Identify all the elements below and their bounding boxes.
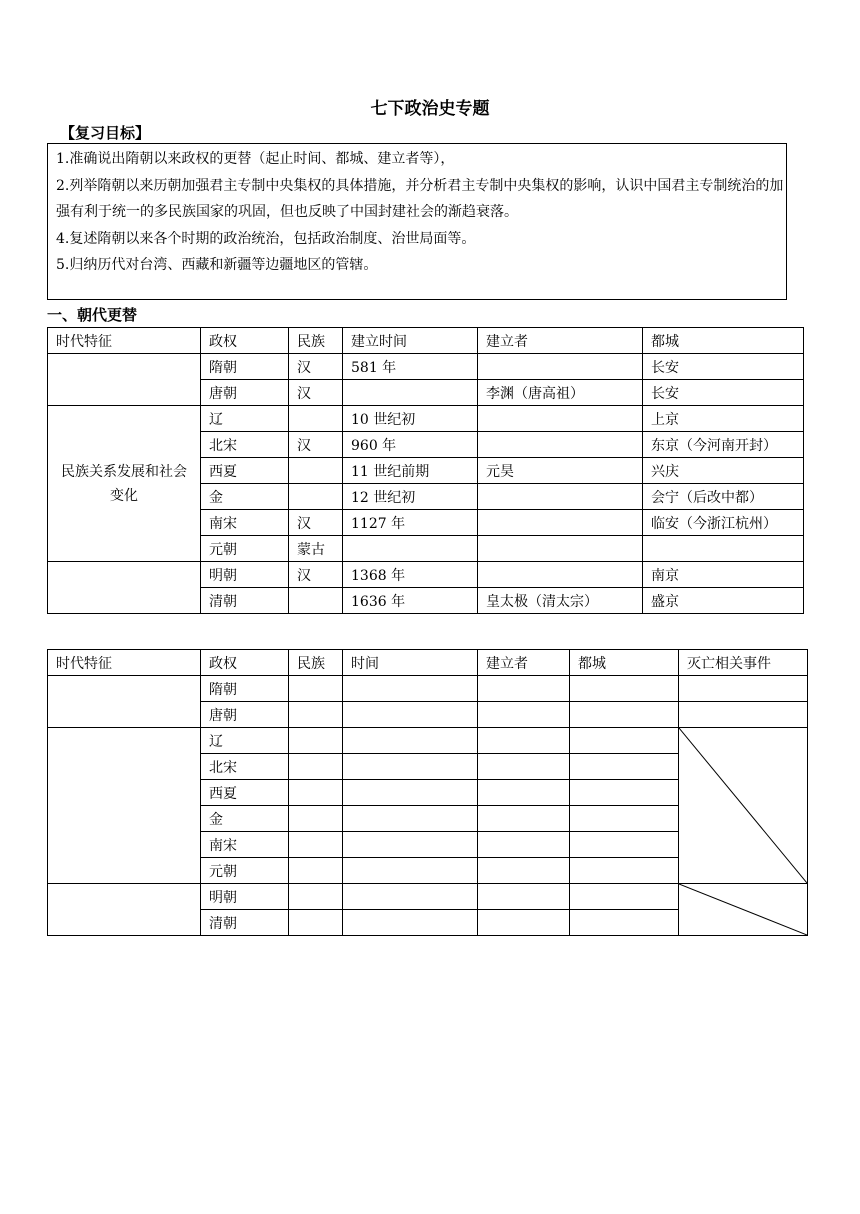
blank-cell xyxy=(570,702,679,728)
ethnic-cell: 汉 xyxy=(289,354,343,380)
capital-cell: 长安 xyxy=(643,354,804,380)
blank-cell xyxy=(570,910,679,936)
regime-cell: 元朝 xyxy=(201,536,289,562)
ethnic-cell: 汉 xyxy=(289,510,343,536)
header-cell: 都城 xyxy=(643,328,804,354)
capital-cell: 上京 xyxy=(643,406,804,432)
era-cell xyxy=(48,354,201,406)
regime-cell: 北宋 xyxy=(201,432,289,458)
header-cell: 民族 xyxy=(289,328,343,354)
blank-cell xyxy=(478,676,570,702)
blank-cell xyxy=(478,832,570,858)
time-cell: 10 世纪初 xyxy=(343,406,478,432)
table-row xyxy=(48,676,808,702)
regime-cell: 清朝 xyxy=(201,588,289,614)
blank-cell xyxy=(289,858,343,884)
goal-item: 2.列举隋朝以来历朝加强君主专制中央集权的具体措施，并分析君主专制中央集权的影响，认识中国君主专制统治的加强有利于统一的多民族国家的巩固，但也反映了中国封建社会的渐趋衰落。 xyxy=(56,177,784,220)
era-cell xyxy=(48,562,201,614)
founder-cell: 皇太极（清太宗） xyxy=(478,588,643,614)
ethnic-cell xyxy=(289,588,343,614)
blank-cell xyxy=(343,832,478,858)
blank-cell xyxy=(570,780,679,806)
era-cell xyxy=(48,728,201,884)
blank-cell xyxy=(478,806,570,832)
ethnic-cell xyxy=(289,484,343,510)
time-cell: 11 世纪前期 xyxy=(343,458,478,484)
blank-cell xyxy=(478,858,570,884)
capital-cell: 盛京 xyxy=(643,588,804,614)
blank-cell xyxy=(289,884,343,910)
time-cell: 12 世纪初 xyxy=(343,484,478,510)
regime-cell: 南宋 xyxy=(201,832,289,858)
regime-cell: 金 xyxy=(201,806,289,832)
regime-cell: 唐朝 xyxy=(201,380,289,406)
header-cell: 时间 xyxy=(343,650,478,676)
diagonal-slash-cell xyxy=(679,728,808,884)
blank-cell xyxy=(478,728,570,754)
blank-cell xyxy=(343,728,478,754)
time-cell: 581 年 xyxy=(343,354,478,380)
table-row xyxy=(48,354,804,380)
regime-cell: 明朝 xyxy=(201,562,289,588)
table-row xyxy=(48,406,804,432)
regime-cell: 隋朝 xyxy=(201,676,289,702)
blank-cell xyxy=(478,910,570,936)
diagonal-line xyxy=(679,728,807,883)
blank-cell xyxy=(570,832,679,858)
regime-cell: 隋朝 xyxy=(201,354,289,380)
regime-cell: 北宋 xyxy=(201,754,289,780)
time-cell: 1127 年 xyxy=(343,510,478,536)
blank-cell xyxy=(570,806,679,832)
blank-cell xyxy=(570,754,679,780)
goals-heading: 【复习目标】 xyxy=(60,124,151,142)
blank-cell xyxy=(478,754,570,780)
goals-box xyxy=(47,143,787,300)
founder-cell xyxy=(478,536,643,562)
ethnic-cell: 蒙古 xyxy=(289,536,343,562)
table-header-row xyxy=(48,650,808,676)
capital-cell: 会宁（后改中都） xyxy=(643,484,804,510)
table-row xyxy=(48,562,804,588)
founder-cell: 元昊 xyxy=(478,458,643,484)
header-cell: 建立者 xyxy=(478,650,570,676)
header-cell: 灭亡相关事件 xyxy=(679,650,808,676)
blank-cell xyxy=(478,780,570,806)
blank-cell xyxy=(570,728,679,754)
blank-cell xyxy=(289,780,343,806)
era-cell: 民族关系发展和社会变化 xyxy=(48,406,201,562)
blank-cell xyxy=(289,910,343,936)
blank-cell xyxy=(570,858,679,884)
regime-cell: 金 xyxy=(201,484,289,510)
header-cell: 时代特征 xyxy=(48,328,201,354)
header-cell: 建立时间 xyxy=(343,328,478,354)
goal-item: 1.准确说出隋朝以来政权的更替（起止时间、都城、建立者等）， xyxy=(56,151,455,167)
era-cell xyxy=(48,676,201,728)
blank-cell xyxy=(343,858,478,884)
table-row xyxy=(48,728,808,754)
regime-cell: 唐朝 xyxy=(201,702,289,728)
founder-cell xyxy=(478,510,643,536)
ethnic-cell: 汉 xyxy=(289,380,343,406)
ethnic-cell xyxy=(289,406,343,432)
header-cell: 时代特征 xyxy=(48,650,201,676)
capital-cell: 临安（今浙江杭州） xyxy=(643,510,804,536)
ethnic-cell: 汉 xyxy=(289,562,343,588)
founder-cell xyxy=(478,406,643,432)
blank-cell xyxy=(289,754,343,780)
blank-cell xyxy=(343,806,478,832)
time-cell: 960 年 xyxy=(343,432,478,458)
blank-cell xyxy=(570,676,679,702)
ethnic-cell xyxy=(289,458,343,484)
capital-cell xyxy=(643,536,804,562)
blank-cell xyxy=(289,832,343,858)
founder-cell: 李渊（唐高祖） xyxy=(478,380,643,406)
capital-cell: 东京（今河南开封） xyxy=(643,432,804,458)
blank-cell xyxy=(343,676,478,702)
time-cell xyxy=(343,536,478,562)
blank-cell xyxy=(289,702,343,728)
blank-cell xyxy=(289,676,343,702)
era-cell xyxy=(48,884,201,936)
blank-cell xyxy=(343,910,478,936)
blank-cell xyxy=(478,702,570,728)
regime-cell: 辽 xyxy=(201,728,289,754)
founder-cell xyxy=(478,484,643,510)
regime-cell: 辽 xyxy=(201,406,289,432)
header-cell: 政权 xyxy=(201,328,289,354)
section-heading: 一、朝代更替 xyxy=(47,306,138,324)
blank-cell xyxy=(478,884,570,910)
blank-cell xyxy=(289,728,343,754)
blank-cell xyxy=(343,884,478,910)
table-row xyxy=(48,884,808,910)
blank-cell xyxy=(679,702,808,728)
founder-cell xyxy=(478,432,643,458)
diagonal-line xyxy=(679,884,807,935)
page-title: 七下政治史专题 xyxy=(370,99,490,119)
header-cell: 民族 xyxy=(289,650,343,676)
regime-cell: 清朝 xyxy=(201,910,289,936)
header-cell: 建立者 xyxy=(478,328,643,354)
capital-cell: 长安 xyxy=(643,380,804,406)
founder-cell xyxy=(478,562,643,588)
time-cell xyxy=(343,380,478,406)
capital-cell: 兴庆 xyxy=(643,458,804,484)
dynasty-table xyxy=(47,327,804,614)
regime-cell: 元朝 xyxy=(201,858,289,884)
regime-cell: 南宋 xyxy=(201,510,289,536)
diagonal-slash-cell xyxy=(679,884,808,936)
table-header-row xyxy=(48,328,804,354)
founder-cell xyxy=(478,354,643,380)
goal-item: 5.归纳历代对台湾、西藏和新疆等边疆地区的管辖。 xyxy=(56,257,378,273)
blank-cell xyxy=(570,884,679,910)
blank-cell xyxy=(343,780,478,806)
capital-cell: 南京 xyxy=(643,562,804,588)
ethnic-cell: 汉 xyxy=(289,432,343,458)
regime-cell: 明朝 xyxy=(201,884,289,910)
regime-cell: 西夏 xyxy=(201,458,289,484)
blank-cell xyxy=(679,676,808,702)
header-cell: 政权 xyxy=(201,650,289,676)
time-cell: 1368 年 xyxy=(343,562,478,588)
time-cell: 1636 年 xyxy=(343,588,478,614)
blank-cell xyxy=(289,806,343,832)
blank-exercise-table xyxy=(47,649,808,936)
goal-item: 4.复述隋朝以来各个时期的政治统治，包括政治制度、治世局面等。 xyxy=(56,230,476,247)
regime-cell: 西夏 xyxy=(201,780,289,806)
blank-cell xyxy=(343,702,478,728)
header-cell: 都城 xyxy=(570,650,679,676)
blank-cell xyxy=(343,754,478,780)
